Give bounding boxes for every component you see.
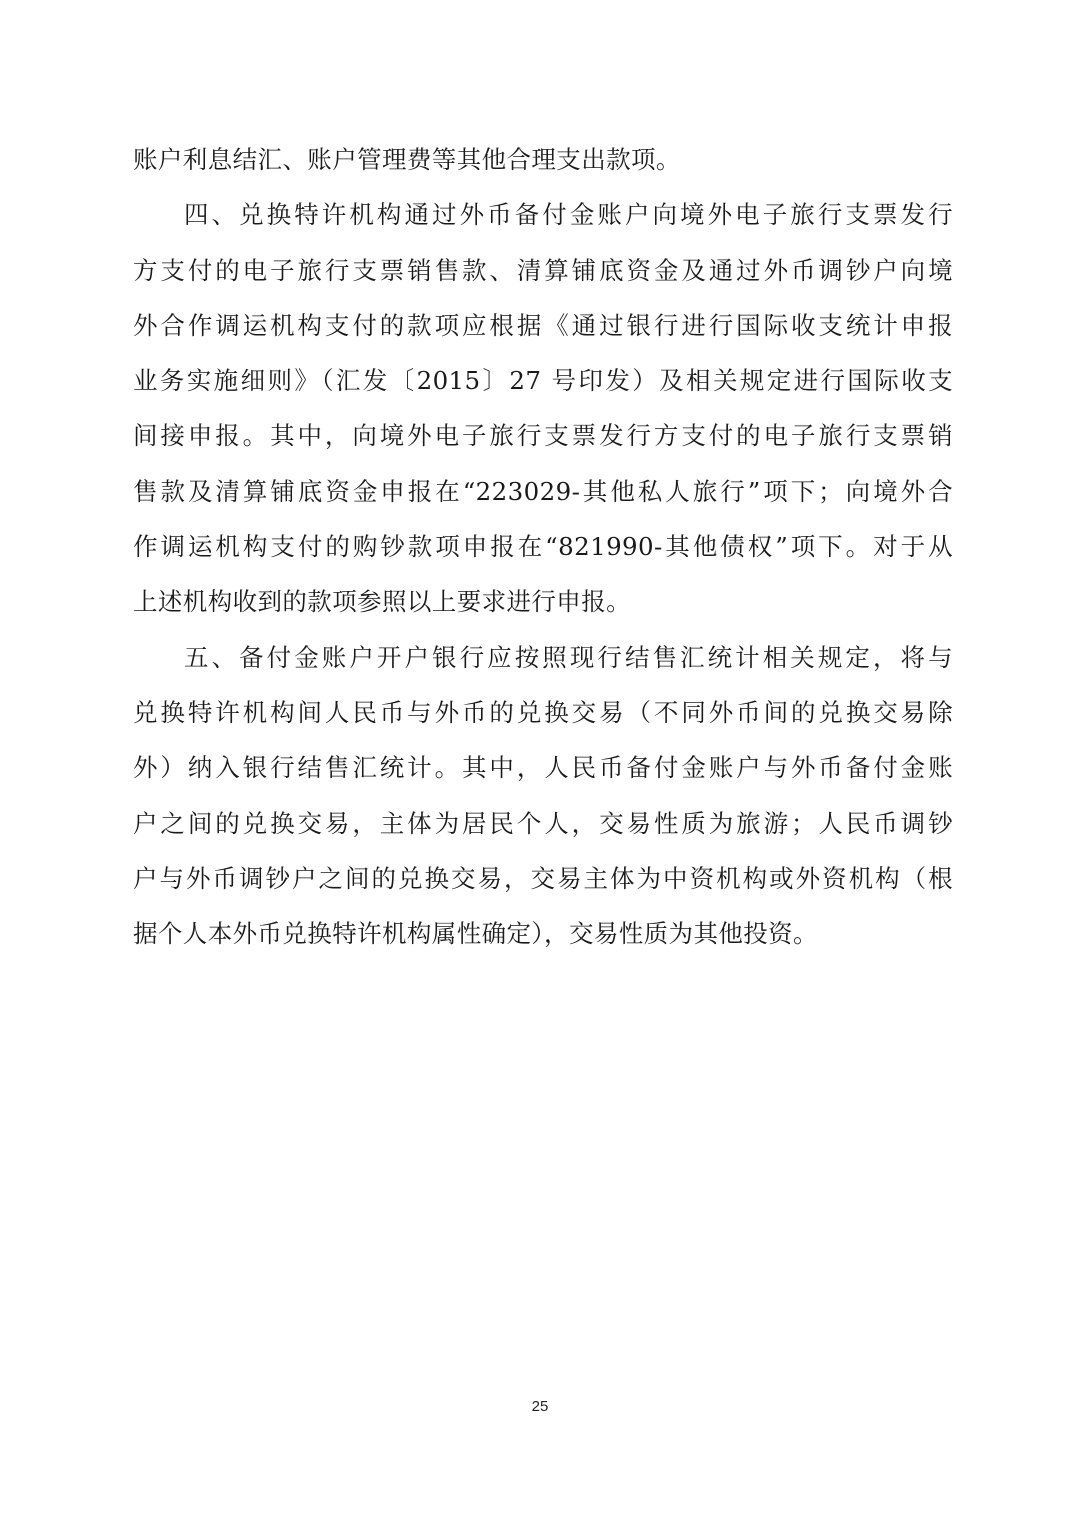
paragraph-1 bbox=[133, 132, 953, 187]
text-line: 售款及清算铺底资金申报在“223029-其他私人旅行”项下；向境外合 bbox=[133, 476, 953, 506]
paragraph-5 bbox=[133, 630, 953, 962]
text-line: 作调运机构支付的购钞款项申报在“821990-其他债权”项下。对于从 bbox=[133, 532, 953, 562]
text-line: 四、兑换特许机构通过外币备付金账户向境外电子旅行支票发行 bbox=[184, 200, 953, 230]
text-line: 间接申报。其中，向境外电子旅行支票发行方支付的电子旅行支票销 bbox=[133, 421, 953, 451]
text-line: 账户利息结汇、账户管理费等其他合理支出款项。 bbox=[133, 145, 681, 174]
text-line: 外）纳入银行结售汇统计。其中，人民币备付金账户与外币备付金账 bbox=[133, 753, 953, 783]
page-number: 25 bbox=[531, 1398, 549, 1415]
paragraph-4 bbox=[133, 187, 953, 629]
text-line: 五、备付金账户开户银行应按照现行结售汇统计相关规定，将与 bbox=[184, 642, 953, 672]
text-line: 户之间的兑换交易，主体为居民个人，交易性质为旅游；人民币调钞 bbox=[133, 808, 953, 838]
document-body bbox=[133, 132, 953, 961]
text-line: 业务实施细则》（汇发〔2015〕27 号印发）及相关规定进行国际收支 bbox=[133, 366, 953, 396]
text-line: 兑换特许机构间人民币与外币的兑换交易（不同外币间的兑换交易除 bbox=[133, 697, 953, 727]
text-line: 外合作调运机构支付的款项应根据《通过银行进行国际收支统计申报 bbox=[133, 310, 953, 340]
text-line: 户与外币调钞户之间的兑换交易，交易主体为中资机构或外资机构（根 bbox=[133, 863, 953, 893]
text-line: 据个人本外币兑换特许机构属性确定），交易性质为其他投资。 bbox=[133, 919, 818, 949]
text-line: 上述机构收到的款项参照以上要求进行申报。 bbox=[133, 587, 631, 617]
text-line: 方支付的电子旅行支票销售款、清算铺底资金及通过外币调钞户向境 bbox=[133, 255, 953, 285]
